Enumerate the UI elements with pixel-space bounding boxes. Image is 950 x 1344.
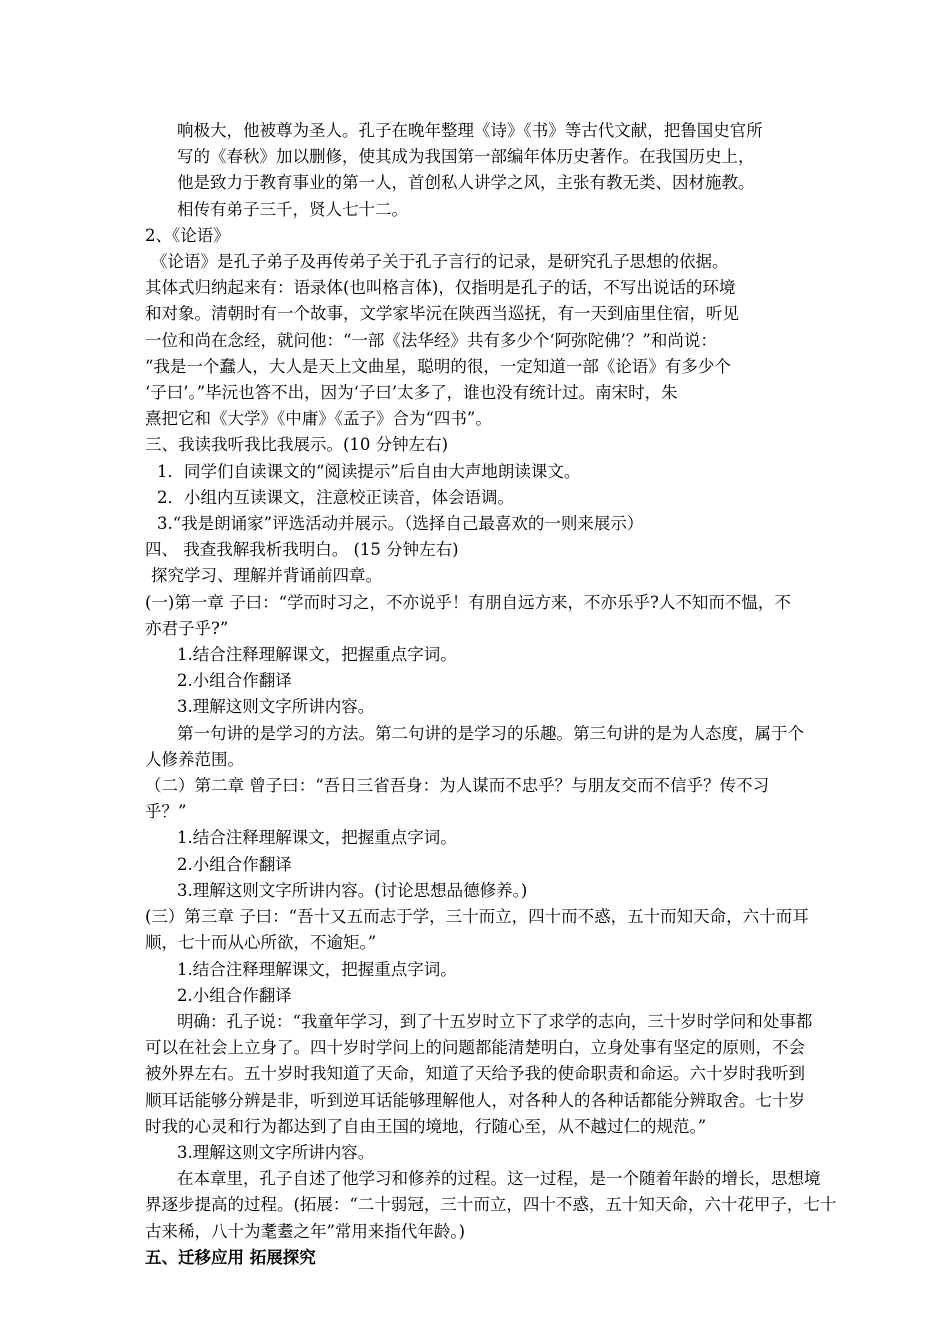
section-heading-part3: 三、我读我听我比我展示。(10 分钟左右) bbox=[145, 435, 449, 455]
part3-list bbox=[145, 459, 815, 538]
text-line: 第一句讲的是学习的方法。第二句讲的是学习的乐趣。第三句讲的是为人态度，属于个 bbox=[177, 723, 804, 743]
text-line: 相传有弟子三千，贤人七十二。 bbox=[177, 199, 408, 219]
lunyu-paragraph bbox=[145, 249, 815, 432]
text-line: 在本章里，孔子自述了他学习和修养的过程。这一过程，是一个随着年龄的增长，思想境 bbox=[177, 1169, 821, 1189]
text-line: 界逐步提高的过程。(拓展：“二十弱冠，三十而立，四十不惑，五十知天命，六十花甲子，七十 bbox=[145, 1195, 837, 1215]
chapter-1 bbox=[145, 590, 815, 773]
text-line: 人修养范围。 bbox=[145, 749, 244, 769]
list-item: 3.理解这则文字所讲内容。 bbox=[177, 697, 375, 717]
list-item: 2．小组内互读课文，注意校正读音，体会语调。 bbox=[157, 487, 514, 507]
chapter-text-line: 乎？” bbox=[145, 802, 187, 822]
text-line: 被外界左右。五十岁时我知道了天命，知道了天给予我的使命职责和命运。六十岁时我听到 bbox=[145, 1064, 805, 1084]
text-line: 可以在社会上立身了。四十岁时学问上的问题都能清楚明白，立身处事有坚定的原则，不会 bbox=[145, 1038, 805, 1058]
text-line: 熹把它和《大学》《中庸》《孟子》合为“四书”。 bbox=[145, 409, 492, 429]
list-item: 3.理解这则文字所讲内容。(讨论思想品德修养。) bbox=[177, 880, 528, 900]
chapter-text-line: (三）第三章 子曰：“吾十又五而志于学，三十而立，四十而不惑，五十而知天命，六十而耳 bbox=[145, 907, 809, 927]
list-item: 2.小组合作翻译 bbox=[177, 671, 292, 691]
section-heading-part4: 四、 我查我解我析我明白。 (15 分钟左右) bbox=[145, 540, 459, 560]
list-item: 1.结合注释理解课文，把握重点字词。 bbox=[177, 645, 457, 665]
intro-paragraph bbox=[145, 118, 815, 223]
section-heading-part5: 五、迁移应用 拓展探究 bbox=[145, 1247, 316, 1267]
chapter-2 bbox=[145, 773, 815, 904]
text-line: 和对象。清朝时有一个故事，文学家毕沅在陕西当巡抚，有一天到庙里住宿，听见 bbox=[145, 304, 739, 324]
chapter-text-line: （二）第二章 曾子曰：“吾日三省吾身：为人谋而不忠乎？与朋友交而不信乎？传不习 bbox=[145, 776, 770, 796]
list-item: 1．同学们自读课文的“阅读提示”后自由大声地朗读课文。 bbox=[157, 461, 581, 481]
text-line: 一位和尚在念经，就问他：“一部《法华经》共有多少个‘阿弥陀佛’？”和尚说： bbox=[145, 330, 717, 350]
list-item: 1.结合注释理解课文，把握重点字词。 bbox=[177, 959, 457, 979]
text-line: ‘子曰’。”毕沅也答不出，因为‘子曰’太多了，谁也没有统计过。南宋时，朱 bbox=[145, 383, 678, 403]
text-line: 明确：孔子说：“我童年学习，到了十五岁时立下了求学的志向，三十岁时学问和处事都 bbox=[177, 1011, 813, 1031]
list-item: 3.理解这则文字所讲内容。 bbox=[177, 1142, 375, 1162]
list-item: 1.结合注释理解课文，把握重点字词。 bbox=[177, 828, 457, 848]
chapter-text-line: (一)第一章 子曰：“学而时习之，不亦说乎！有朋自远方来，不亦乐乎?人不知而不愠，不 bbox=[145, 592, 791, 612]
text-line: 其体式归纳起来有：语录体(也叫格言体)，仅指明是孔子的话，不写出说话的环境 bbox=[145, 278, 736, 298]
section-heading-lunyu: 2、《论语》 bbox=[145, 225, 230, 245]
chapter-text-line: 亦君子乎?” bbox=[145, 618, 229, 638]
list-item: 3.“我是朗诵家”评选活动并展示。（选择自己最喜欢的一则来展示） bbox=[157, 514, 644, 534]
text-line: 他是致力于教育事业的第一人，首创私人讲学之风，主张有教无类、因材施教。 bbox=[177, 173, 755, 193]
text-line: 写的《春秋》加以删修，使其成为我国第一部编年体历史著作。在我国历史上， bbox=[177, 147, 755, 167]
text-line: 时我的心灵和行为都达到了自由王国的境地，行随心至，从不越过仁的规范。” bbox=[145, 1116, 707, 1136]
document-body bbox=[145, 118, 837, 1271]
text-line: 古来稀，八十为耄耋之年”常用来指代年龄。) bbox=[145, 1221, 466, 1241]
list-item: 2.小组合作翻译 bbox=[177, 985, 292, 1005]
text-line: 顺耳话能够分辨是非，听到逆耳话能够理解他人，对各种人的各种话都能分辨取舍。七十岁 bbox=[145, 1090, 805, 1110]
text-line: 《论语》是孔子弟子及再传弟子关于孔子言行的记录，是研究孔子思想的依据。 bbox=[151, 252, 729, 272]
list-item: 2.小组合作翻译 bbox=[177, 854, 292, 874]
chapter-text-line: 顺，七十而从心所欲，不逾矩。” bbox=[145, 933, 377, 953]
chapter-3 bbox=[145, 904, 837, 1245]
part4-intro: 探究学习、理解并背诵前四章。 bbox=[151, 566, 382, 586]
text-line: 响极大，他被尊为圣人。孔子在晚年整理《诗》《书》等古代文献，把鲁国史官所 bbox=[177, 121, 763, 140]
text-line: “我是一个蠢人，大人是天上文曲星，聪明的很，一定知道一部《论语》有多少个 bbox=[145, 356, 731, 376]
